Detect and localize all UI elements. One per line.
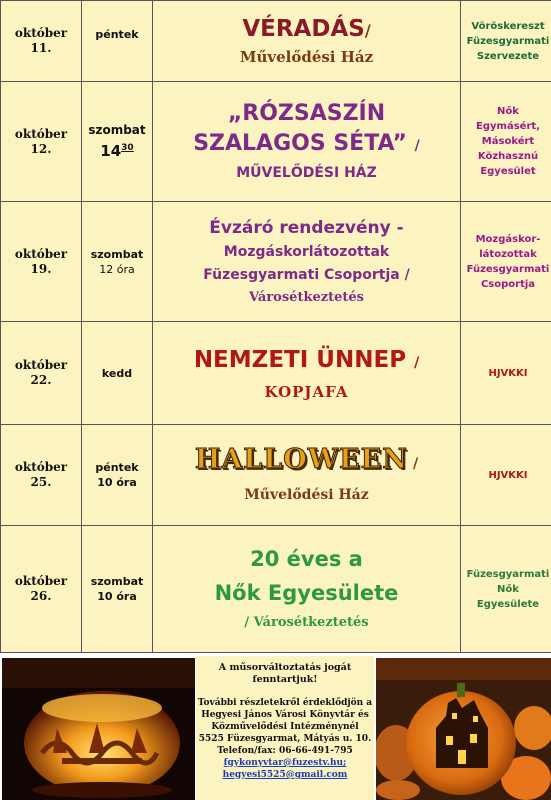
- event-month: október: [14, 574, 68, 588]
- event-subtitle: Füzesgyarmati Csoportja: [203, 266, 400, 283]
- organizer-line: Nők: [497, 106, 519, 117]
- event-weekday: [82, 322, 153, 425]
- event-time: 10 óra: [97, 476, 137, 489]
- event-description: [153, 202, 461, 322]
- footer: [0, 656, 551, 800]
- event-time: 10 óra: [97, 590, 137, 603]
- event-row: [1, 202, 551, 322]
- separator-slash: /: [244, 615, 250, 630]
- event-title-line: [156, 13, 457, 46]
- event-weekday: [82, 202, 153, 322]
- event-row: [1, 322, 551, 425]
- event-organizer: [461, 526, 551, 653]
- event-weekday: [82, 526, 153, 653]
- organizer-line: Csoportja: [480, 278, 536, 290]
- event-month: október: [14, 460, 68, 474]
- contact-details: [196, 697, 374, 757]
- separator-slash: /: [414, 137, 420, 154]
- event-venue: KOPJAFA: [264, 382, 349, 401]
- event-title-line: [156, 343, 457, 380]
- event-venue: Városétkeztetés: [253, 615, 369, 630]
- event-subtitle-line: [156, 264, 457, 287]
- event-organizer: [461, 425, 551, 526]
- haunted-house-pumpkin-image: [376, 658, 551, 800]
- event-title: HALLOWEEN: [194, 444, 408, 475]
- separator-slash: /: [414, 354, 420, 371]
- organizer-line: Egyesület: [480, 166, 536, 177]
- event-weekday: [82, 82, 153, 202]
- weekday-label: péntek: [95, 28, 139, 41]
- event-date: [1, 425, 82, 526]
- event-description: [153, 82, 461, 202]
- event-organizer: [461, 202, 551, 322]
- carved-pumpkin-image: [2, 658, 195, 800]
- event-row: [1, 526, 551, 653]
- weekday-label: szombat: [90, 247, 144, 261]
- separator-slash: /: [364, 21, 371, 41]
- event-description: [153, 322, 461, 425]
- event-venue-line: [156, 610, 457, 636]
- event-day-number: 19.: [30, 261, 52, 276]
- event-month: október: [14, 126, 68, 141]
- event-description: [153, 1, 461, 82]
- time-minute: 30: [121, 142, 134, 153]
- separator-slash: /: [404, 266, 410, 283]
- organizer-line: Egymásért,: [476, 121, 540, 132]
- contact-line: Hegyesi János Városi Könyvtár és: [201, 710, 369, 720]
- program-change-notice: [196, 662, 374, 686]
- organizer-line: Mozgáskor-: [475, 233, 541, 245]
- weekday-label: kedd: [101, 366, 133, 380]
- event-venue: Városétkeztetés: [249, 289, 364, 305]
- weekday-label: péntek: [95, 461, 139, 474]
- organizer-line: Füzesgyarmati: [466, 568, 550, 580]
- event-month: október: [14, 246, 68, 261]
- event-organizer: [461, 82, 551, 202]
- event-title: VÉRADÁS: [242, 16, 365, 43]
- event-venue: Művelődési Ház: [244, 487, 369, 503]
- event-date: [1, 1, 82, 82]
- event-title-line: [156, 442, 457, 482]
- event-venue: MŰVELŐDÉSI HÁZ: [236, 164, 377, 181]
- event-day-number: 26.: [30, 589, 52, 603]
- organizer-line: Közhasznú: [477, 151, 539, 162]
- contact-line: További részletekről érdeklődjön a: [197, 698, 373, 708]
- organizer-line: HJVKKI: [488, 469, 528, 481]
- notice-line: A műsorváltoztatás jogát: [218, 662, 352, 673]
- event-date: [1, 202, 82, 322]
- contact-line: Közművelődési Intézménynél: [211, 722, 359, 732]
- organizer-line: Füzesgyarmati: [466, 263, 550, 275]
- contact-info-box: [196, 656, 374, 800]
- organizer-line: Szervezete: [476, 50, 540, 62]
- email-link-gmail[interactable]: hegyesi5525@gmail.com: [222, 770, 348, 780]
- event-title: Évzáró rendezvény -: [209, 217, 404, 238]
- event-month: október: [14, 26, 68, 40]
- event-title: 20 éves a: [250, 547, 363, 571]
- organizer-line: látozottak: [479, 248, 537, 260]
- notice-line: fenntartjuk!: [252, 674, 318, 685]
- weekday-label: szombat: [88, 122, 146, 137]
- separator-slash: /: [413, 456, 419, 472]
- carved-pumpkin-photo: [2, 658, 195, 800]
- event-venue: Művelődési Ház: [239, 47, 374, 66]
- event-organizer: [461, 1, 551, 82]
- event-row: [1, 82, 551, 202]
- event-day-number: 11.: [30, 41, 52, 55]
- event-month: október: [14, 358, 68, 372]
- event-row: [1, 425, 551, 526]
- event-time: [100, 142, 133, 160]
- organizer-line: Vöröskereszt: [471, 20, 545, 32]
- event-subtitle: Mozgáskorlátozottak: [223, 243, 390, 260]
- time-hour: 14: [100, 141, 122, 160]
- event-time: 12 óra: [99, 262, 135, 276]
- event-day-number: 22.: [30, 373, 52, 387]
- haunted-house-pumpkin-photo: [376, 658, 551, 800]
- event-description: [153, 425, 461, 526]
- organizer-line: Füzesgyarmati: [466, 35, 550, 47]
- event-title-line: [156, 129, 457, 161]
- event-weekday: [82, 1, 153, 82]
- phone-line: Telefon/fax: 06-66-491-795: [217, 746, 353, 756]
- event-title: Nők Egyesülete: [214, 581, 399, 605]
- organizer-line: Nők: [497, 583, 519, 595]
- event-title: NEMZETI ÜNNEP: [193, 346, 407, 373]
- event-title: SZALAGOS SÉTA”: [193, 130, 407, 156]
- organizer-line: Egyesülete: [476, 598, 540, 610]
- event-row: [1, 1, 551, 82]
- event-description: [153, 526, 461, 653]
- event-date: [1, 526, 82, 653]
- event-day-number: 12.: [30, 141, 52, 156]
- event-title: „RÓZSASZÍN: [227, 100, 386, 126]
- event-organizer: [461, 322, 551, 425]
- weekday-label: szombat: [90, 575, 144, 588]
- event-date: [1, 322, 82, 425]
- organizer-line: Másokért: [481, 136, 535, 147]
- event-weekday: [82, 425, 153, 526]
- event-date: [1, 82, 82, 202]
- organizer-line: HJVKKI: [488, 367, 528, 379]
- event-day-number: 25.: [30, 475, 52, 489]
- email-link-library[interactable]: fgykonyvtar@fuzestv.hu;: [223, 758, 347, 768]
- address-line: 5525 Füzesgyarmat, Mátyás u. 10.: [198, 734, 372, 744]
